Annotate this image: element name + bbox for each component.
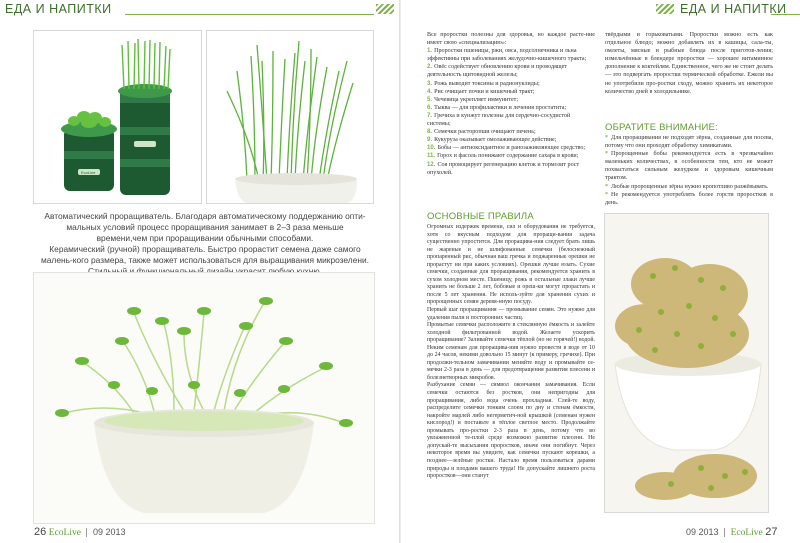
- photo-sprouts-bowl: [604, 213, 769, 513]
- main-rules-text: [427, 224, 595, 481]
- list-item: 1. Проростки пшеницы, ржи, овса, подсолнечника и льна эффективны при заболеваниях желудочно-кишечного тракта;: [427, 47, 587, 63]
- brand-left: EcoLive: [48, 528, 81, 538]
- list-item: 6. Тыква — для профилактики и лечения простатита;: [427, 103, 567, 111]
- note-item: * Любые пророщенные зёрна нужно кропотливо разжёвывать.: [605, 183, 769, 190]
- list-item: 12. Соя провоцирует регенерацию клеток и тормозит рост опухолей.: [427, 160, 580, 176]
- text-column-1: [427, 31, 595, 177]
- page-number-left: 26: [34, 526, 47, 538]
- list-item: 11. Горох и фасоль понижают содержание сахара в крови;: [427, 152, 579, 160]
- rules-paragraph: Разбухание семян — символ окончания замачивания. Если семечки остаются без ростков, они непригодны для проращивания, либо вода очень прохладная. Слей-те воду, распределите семечки тонким слоем по дну и стенам ёмкости, накройте марлей либо негерметич-ной крышкой (семенам нужен кислород!) и поставьте в тёплое светлое место. Продолжайте промывать про-ростки 2-3 раза в день, потому что во увлажненной те-плой среде возможно развитие плесени. Не допускай-те высыхания проростков, иначе они погибнут. Через некоторое время вы увидите, как семечки пускают корешки, а позднее—зелёные ростки. Настало время пользоваться дарами природы и плодами вашего труда! Не допускайте лишнего роста проростков—они станут: [427, 382, 595, 480]
- header-stripes-left: [376, 4, 394, 14]
- note-item: * Не рекомендуется употреблять более горсти проростков в день.: [605, 191, 773, 206]
- list-item: 9. Кукуруза оказывает омолаживающее действие;: [427, 136, 557, 144]
- list-item: 2. Овёс содействует обновлению крови и проводящет деятельность щитовидной железы;: [427, 63, 567, 79]
- section-header-right: ЕДА И НАПИТКИ: [680, 2, 787, 16]
- brand-right: EcoLive: [730, 528, 763, 538]
- note-item: * Пророщенные бобы рекомендуется есть в чрезвычайно маленьких количествах, в особенности тем, кто не может похвастаться сильным желудком и здоровым кишечным трактом.: [605, 151, 773, 182]
- list-item: 8. Семечки расторопши очищают печень;: [427, 128, 536, 136]
- rules-paragraph: Первый шаг проращивания — промывание семян. Это нужно для удаления пыли и посторонних частиц.: [427, 307, 595, 321]
- list-item: 7. Гречиха и кунжут полезны для сердечно-сосудистой системы;: [427, 111, 571, 128]
- rules-paragraph: Огромных издержек времени, сил и оборудования не требуется, хотя со вкусным подходом для проращи-вания задача существенно упростится. Для проращива-ния следует брать лишь не жареные и не шлифованные семечки (белоснежный пропаренный рис, обычная ваш гречка и поджаренные орешки не прорастут ни при каких условиях). Орешки лучше юзать. Сухие семечки, созданные для проращивания, рекомендуется хранить в сухом холодном месте. Пшеницу, рожь и остальные злаки лучше хранить не больше 2 лет, бобовые и ореш-ки могут прорастать и после 5 лет хранения. Не исполь-зуйте для хранения сухих и пророщенных семян деревя-нную посуду.: [427, 224, 595, 306]
- text-column-2: [605, 31, 773, 96]
- photo-bowl-sprouts: [33, 272, 375, 524]
- list-item: 3. Рожь выводит токсины и радионуклиды;: [427, 79, 540, 87]
- intro-text: Все проростки полезны для здоровья, но каждое расте-ние имеет свою «специализацию»:: [427, 32, 595, 47]
- caption-automatic: Автоматический проращиватель. Благодаря автоматическому поддержанию опти-мальных условий процесс проращивания занимает в 2–3 раза меньше времени,чем при проращивании обычными способами.: [44, 211, 366, 244]
- footer-left: [34, 526, 126, 538]
- attention-notes: [605, 134, 773, 207]
- benefits-list: [427, 47, 595, 177]
- photo-automatic-sprouter: [33, 30, 202, 204]
- photo-caption: [40, 211, 370, 278]
- section-title-main-rules: ОСНОВНЫЕ ПРАВИЛА: [427, 211, 534, 222]
- issue-left: 09 2013: [92, 527, 126, 537]
- list-item: 10. Бобы — антиоксидантное и ранозаживляющее средство;: [427, 144, 586, 152]
- list-item: 4. Рис очищает почки и кишечный тракт;: [427, 87, 535, 95]
- caption-ceramic: Керамический (ручной) проращиватель. Быстро прорастит семена даже самого малень-кого размера, также может использоваться для выращивания микрозелени.: [41, 244, 369, 266]
- footer-right: [686, 526, 778, 538]
- section-header-left: ЕДА И НАПИТКИ: [5, 2, 112, 16]
- header-rule-right: [771, 14, 800, 15]
- serving-text: твёрдыми и горьковатыми. Проростки можно есть как отдельное блюдо; можно добавлять их в кашицы, сала-ты, омлеты, мясные и рыбные блюда после приготов-ления; измельчённые в блендере проростки — хорошее витаминное дополнение к коктейлям. Единственное, чего же не стоит делать — это подвергать проростки термической обработке. Ежели вы не употребили про-ростки сходу, можно хранить их некоторое количество дней в холодильнике.: [605, 32, 773, 95]
- page-spine: [399, 0, 401, 543]
- page-number-right: 27: [765, 526, 778, 538]
- list-item: 5. Чечевица укрепляет иммунитет;: [427, 95, 519, 103]
- note-item: * Для проращивания не подходят зёрна, созданные для посева, потому что они проходят обработку химикатами.: [605, 135, 773, 150]
- sprouter-logo: EcoLine: [81, 170, 96, 175]
- header-rule-left: [125, 14, 374, 15]
- photo-ceramic-sprouter: [206, 30, 374, 204]
- header-stripes-right: [656, 4, 674, 14]
- issue-right: 09 2013: [686, 527, 719, 537]
- section-title-attention: ОБРАТИТЕ ВНИМАНИЕ:: [605, 122, 718, 133]
- rules-paragraph: Промытые семечки расположите в стеклянную ёмкость и залейте холодной фильтрованной водой. Желаете ускорить проращивание? Заливайте семечки тёплой (но не горячей!) водой. Неким семенам для проращива-ния нужно провести в воде от 10 до 24 часов, некими довольно 15 минут (к примеру, гречихе). При продолжи-тельном замачивании меняйте воду и промывайте се-мечки 2-3 раза в день — для предотвращения развития плесени и болезнетворных микробов.: [427, 322, 595, 381]
